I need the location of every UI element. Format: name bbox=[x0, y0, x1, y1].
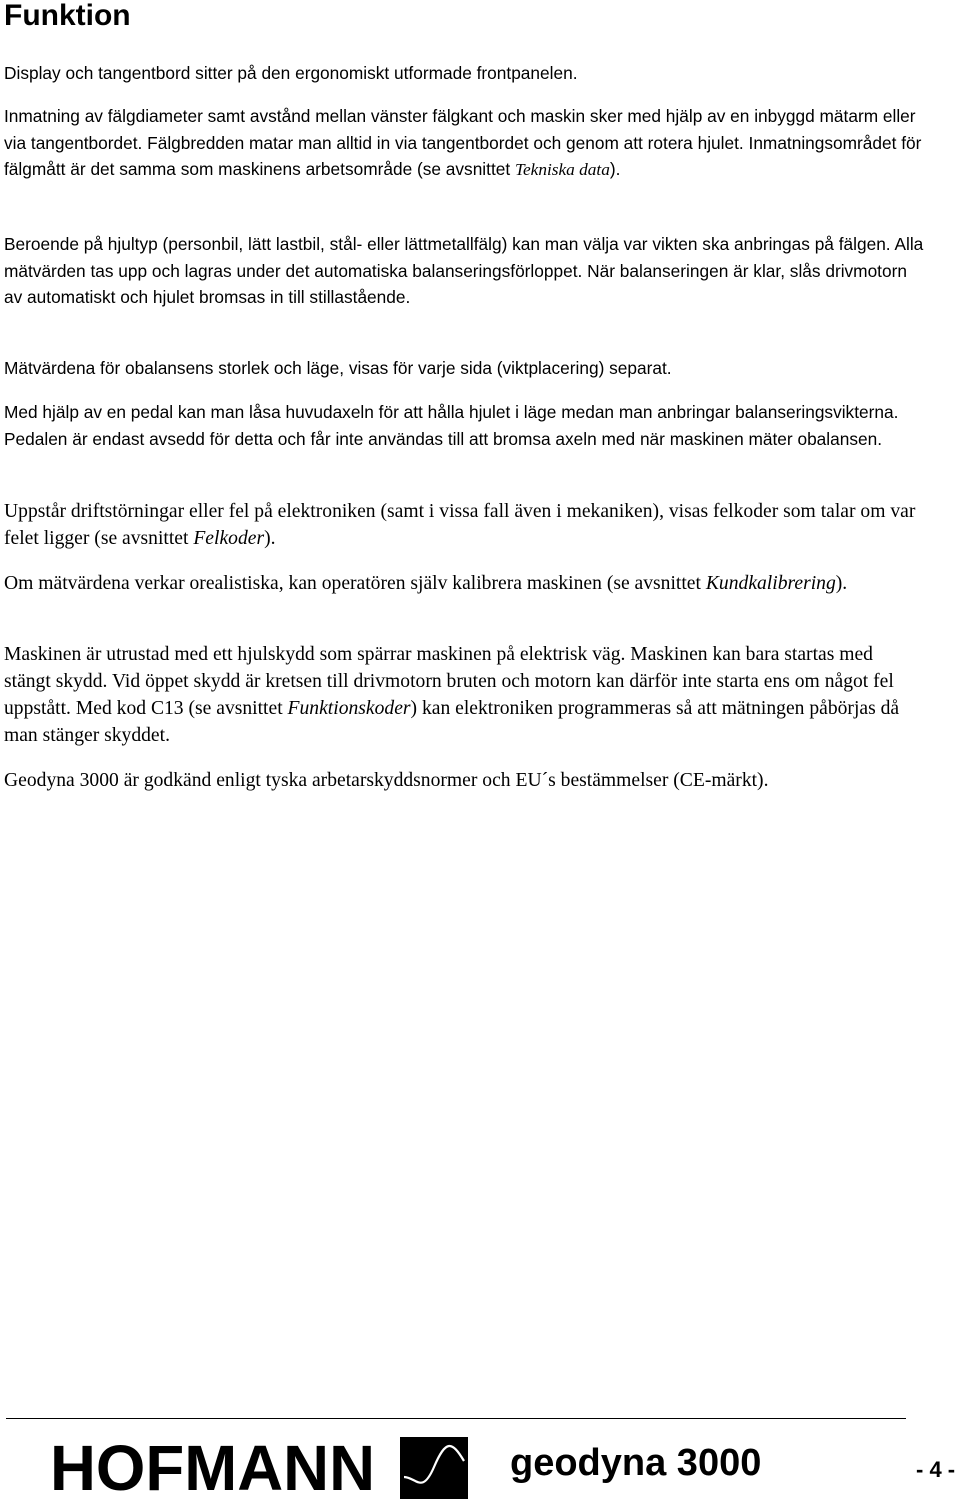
page-heading: Funktion bbox=[4, 0, 131, 32]
section-reference: Tekniska data bbox=[514, 160, 610, 179]
paragraph-display: Mätvärdena för obalansens storlek och läge, visas för varje sida (viktplacering) separat. bbox=[4, 358, 672, 378]
section-reference: Felkoder bbox=[193, 528, 265, 549]
footer-divider bbox=[6, 1418, 906, 1419]
hofmann-logo bbox=[50, 1440, 375, 1492]
paragraph-text: ). bbox=[835, 573, 848, 594]
paragraph-certification: Geodyna 3000 är godkänd enligt tyska arbetarskyddsnormer och EU´s bestämmelser (CE-märkt). bbox=[4, 770, 769, 791]
paragraph-wheel-type: Beroende på hjultyp (personbil, lätt lastbil, stål- eller lättmetallfälg) kan man välja var vikten ska anbringas på fälgen. Alla mätvärden tas upp och lagras under det automatiska balanseringsförloppet. När balanseringen är klar, slås drivmotorn av automatiskt och hjulet bromsas in till stillastående. bbox=[4, 234, 924, 307]
paragraph-wheel-guard bbox=[4, 641, 924, 749]
paragraph-text: ). bbox=[264, 528, 276, 549]
paragraph-text: Maskinen är utrustad med ett hjulskydd som spärrar maskinen på elektrisk väg. Maskinen kan bara startas med stängt skydd. Vid öppet skydd är kretsen till drivmotorn bruten och motorn kan därför inte starta ens om något fel uppstått. Med kod C13 (se avsnittet bbox=[4, 644, 894, 719]
product-name: geodyna 3000 bbox=[510, 1442, 762, 1484]
paragraph-input bbox=[4, 103, 924, 184]
paragraph-text: Uppstår driftstörningar eller fel på elektroniken (samt i vissa fall även i mekaniken), visas felkoder som talar om var felet ligger (se avsnittet bbox=[4, 501, 916, 549]
section-reference: Funktionskoder bbox=[287, 698, 411, 719]
paragraph-calibration bbox=[4, 570, 924, 597]
paragraph-text: Om mätvärdena verkar orealistiska, kan operatören själv kalibrera maskinen (se avsnittet bbox=[4, 573, 706, 594]
paragraph-error-codes bbox=[4, 498, 924, 552]
paragraph-text: ). bbox=[609, 159, 621, 179]
brand-text: HOFMANN bbox=[50, 1440, 375, 1492]
paragraph-text: ) kan elektroniken programmeras så att mätningen påbörjas då man stänger skyddet. bbox=[4, 698, 900, 746]
section-reference: Kundkalibrering bbox=[705, 573, 836, 594]
page-number: - 4 - bbox=[916, 1457, 956, 1482]
paragraph-pedal: Med hjälp av en pedal kan man låsa huvudaxeln för att hålla hjulet i läge medan man anbringar balanseringsvikterna. Pedalen är endast avsedd för detta och får inte användas till att bromsa axeln med när maskinen mäter obalansen. bbox=[4, 402, 899, 449]
sine-wave-icon bbox=[400, 1437, 468, 1499]
paragraph-text: Inmatning av fälgdiameter samt avstånd mellan vänster fälgkant och maskin sker med hjälp av en inbyggd mätarm eller via tangentbordet. Fälgbredden matar man alltid in via tangentbordet och genom att rotera hjulet. Inmatningsområdet för fälgmått är det samma som maskinens arbetsområde (se avsnittet bbox=[4, 106, 922, 179]
paragraph-intro: Display och tangentbord sitter på den ergonomiskt utformade frontpanelen. bbox=[4, 63, 578, 83]
